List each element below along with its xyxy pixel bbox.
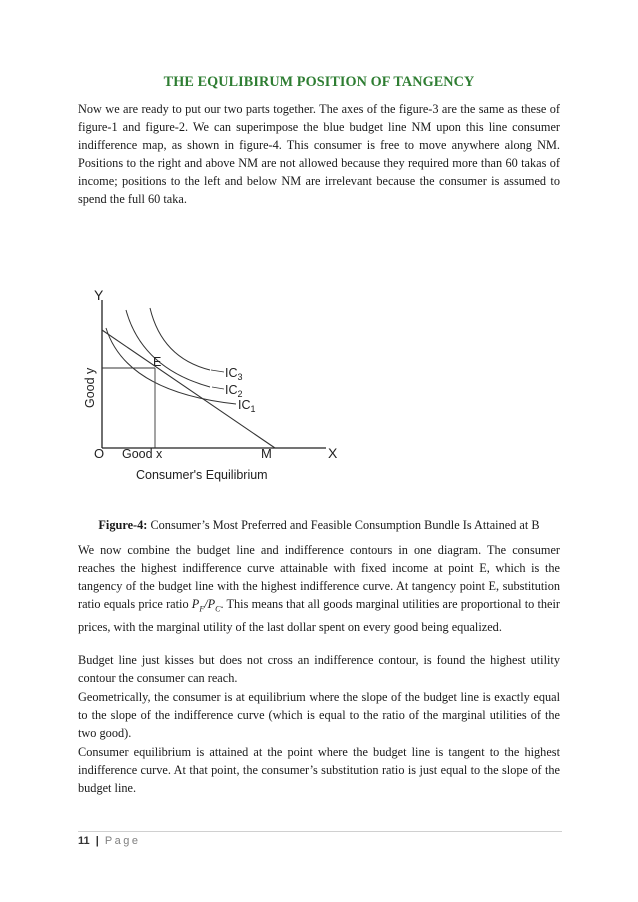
paragraph-combine (78, 541, 560, 636)
figure-subtitle: Consumer's Equilibrium (136, 468, 268, 482)
caption-label: Figure-4: (98, 518, 148, 532)
y-axis-label: Y (94, 287, 104, 303)
budget-line (102, 330, 275, 448)
p2-text-end: . This means that all goods marginal utilities are proportional to their prices, with the marginal utility of the last dollar spent on every good being equalized. (78, 597, 561, 635)
ic3-label: $IC_3$ (225, 366, 243, 382)
origin-label: O (94, 446, 105, 461)
paragraph-geometric: Geometrically, the consumer is at equilibrium where the slope of the budget line is exactly equal to the slope of the indifference curve (which is equal to the ratio of the marginal utilities of the two good). (78, 690, 560, 740)
page-number: 11 (78, 835, 90, 847)
page-label: Page (104, 835, 141, 847)
good-x-label: Good x (122, 447, 163, 461)
good-y-label: Good y (83, 367, 97, 408)
ic1-label: $IC_1$ (238, 398, 256, 414)
section-title: THE EQULIBIRUM POSITION OF TANGENCY (163, 74, 475, 90)
paragraph-conclusion: Consumer equilibrium is attained at the point where the budget line is tangent to the highest indifference curve. At that point, the consumer’s substitution ratio is just equal to the slope of the budget line. (78, 745, 560, 795)
equilibrium-diagram (78, 282, 348, 492)
figure-caption (0, 518, 638, 533)
paragraph-intro: Now we are ready to put our two parts together. The axes of the figure-3 are the same as these of figure-1 and figure-2. We can superimpose the blue budget line NM upon this line consumer indifference map, as shown in figure-4. This consumer is free to move anywhere along NM. Positions to the right and above NM are not allowed because they required more than 60 takas of income; positions to the left and below NM are irrelevant because the consumer is assumed to spend the full 60 taka. (78, 102, 560, 206)
paragraph-kisses: Budget line just kisses but does not cross an indifference contour, is found the highest utility contour the consumer can reach. (78, 653, 560, 685)
x-axis-label: X (328, 445, 338, 461)
point-e-label: E (153, 355, 162, 369)
footer-divider (78, 831, 562, 832)
price-ratio: $P_F/P_C$ (191, 597, 221, 614)
figure-consumer-equilibrium (78, 282, 348, 492)
ic1-curve (106, 328, 236, 404)
page-footer (78, 835, 141, 847)
ic2-label: $IC_2$ (225, 383, 243, 399)
footer-separator: | (95, 835, 99, 847)
p2-text-start: We now combine the budget line and indifference contours in one diagram. The consumer reaches the highest indifference curve attainable with fixed income at point E, which is the tangency of the budget line with the highest indifference curve. At tangency point E, substitution ratio equals price ratio (78, 543, 560, 611)
ic2-leader (212, 387, 224, 389)
ic3-leader (211, 370, 224, 372)
point-m-label: M (261, 446, 272, 461)
caption-text: Consumer’s Most Preferred and Feasible Consumption Bundle Is Attained at B (147, 518, 540, 532)
